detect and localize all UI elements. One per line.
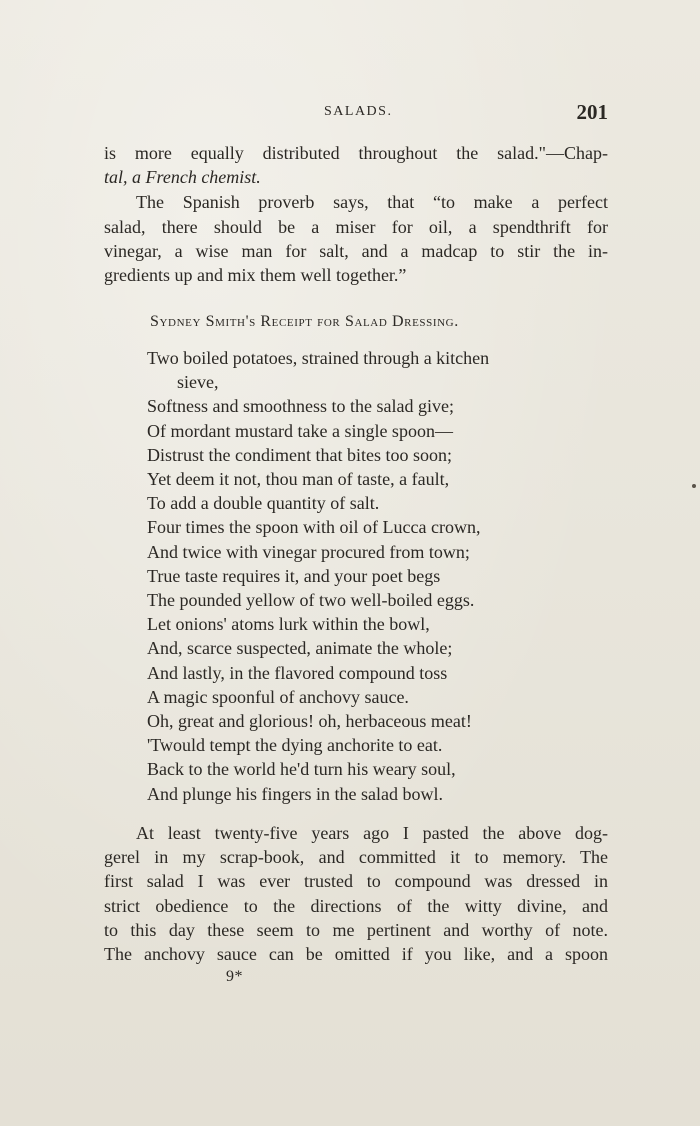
text-line: tal, a French chemist. [104, 167, 261, 188]
poem-line: True taste requires it, and your poet begs [147, 565, 441, 586]
poem-line: 'Twould tempt the dying anchorite to eat. [147, 735, 443, 756]
poem-line: To add a double quantity of salt. [147, 493, 380, 514]
running-title: SALADS. [324, 104, 393, 119]
poem-line: The pounded yellow of two well-boiled eggs. [147, 590, 475, 611]
signature-mark: 9* [226, 968, 243, 985]
poem-line: Two boiled potatoes, strained through a kitchen [147, 348, 490, 368]
poem-line: A magic spoonful of anchovy sauce. [147, 686, 409, 707]
paper-speck [692, 484, 696, 488]
text-line: to this day these seem to me pertinent and worthy of note. [104, 919, 608, 940]
poem-line: sieve, [177, 372, 219, 393]
poem-line: And lastly, in the flavored compound toss [147, 662, 448, 683]
text-line: The Spanish proverb says, that “to make a perfect [136, 192, 608, 213]
poem-line: Distrust the condiment that bites too soon; [147, 444, 452, 465]
poem-line: Back to the world he'd turn his weary soul, [147, 759, 456, 780]
text-line: first salad I was ever trusted to compound was dressed in [104, 871, 608, 892]
text-line: is more equally distributed throughout the salad."—Chap- [104, 143, 608, 163]
text-line: At least twenty-five years ago I pasted the above dog- [136, 823, 608, 843]
poem-line: And twice with vinegar procured from town; [147, 541, 470, 562]
poem [147, 346, 489, 806]
poem-line: Let onions' atoms lurk within the bowl, [147, 614, 430, 635]
paragraph [104, 821, 608, 966]
text-line: strict obedience to the directions of the witty divine, and [104, 895, 608, 916]
paragraph-continuation [104, 141, 608, 287]
poem-line: Four times the spoon with oil of Lucca crown, [147, 517, 481, 538]
poem-line: Softness and smoothness to the salad give; [147, 396, 454, 417]
page-number: 201 [576, 100, 608, 124]
poem-line: Oh, great and glorious! oh, herbaceous meat! [147, 711, 472, 732]
running-head [104, 100, 608, 126]
text-line: gredients up and mix them well together.” [104, 265, 407, 286]
poem-line: And plunge his fingers in the salad bowl. [147, 783, 443, 804]
poem-title: Sydney Smith's Receipt for Salad Dressing. [150, 313, 459, 330]
poem-line: And, scarce suspected, animate the whole; [147, 638, 453, 659]
text-line: gerel in my scrap-book, and committed it to memory. The [104, 847, 608, 868]
text-line: The anchovy sauce can be omitted if you like, and a spoon [104, 944, 608, 965]
text-line: salad, there should be a miser for oil, a spendthrift for [104, 216, 608, 237]
text-line: vinegar, a wise man for salt, and a madcap to stir the in- [104, 240, 608, 261]
poem-line: Yet deem it not, thou man of taste, a fault, [147, 469, 450, 490]
poem-line: Of mordant mustard take a single spoon— [147, 420, 453, 441]
